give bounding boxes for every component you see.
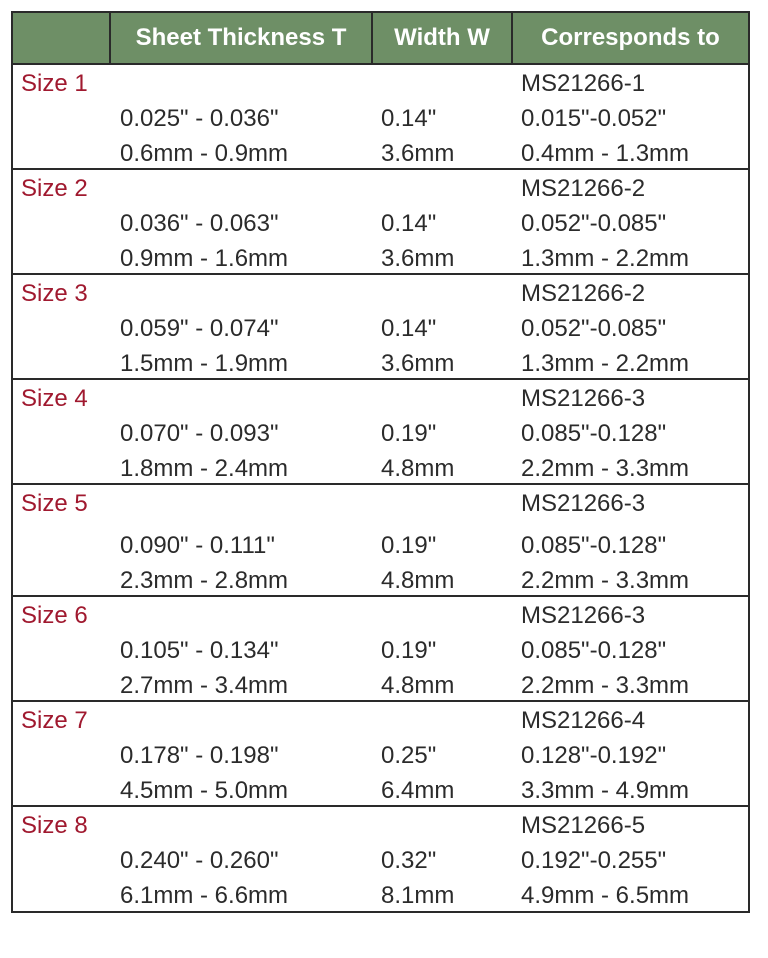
header-size xyxy=(13,13,111,63)
size-row-group xyxy=(13,380,748,485)
corresponds-mm: 3.3mm - 4.9mm xyxy=(521,777,690,804)
thickness-inches: 0.036" - 0.063" xyxy=(120,210,279,237)
thickness-mm: 1.5mm - 1.9mm xyxy=(120,350,289,377)
ms-part-number: MS21266-3 xyxy=(521,385,646,412)
ms-part-number: MS21266-2 xyxy=(521,175,646,202)
ms-part-number: MS21266-1 xyxy=(521,70,646,97)
thickness-inches: 0.025" - 0.036" xyxy=(120,105,279,132)
corresponds-inches: 0.085"-0.128" xyxy=(521,420,667,447)
size-row-group xyxy=(13,485,748,597)
corresponds-mm: 4.9mm - 6.5mm xyxy=(521,882,690,909)
width-mm: 4.8mm xyxy=(381,567,455,594)
corresponds-inches: 0.085"-0.128" xyxy=(521,532,667,559)
ms-part-number: MS21266-2 xyxy=(521,280,646,307)
header-width: Width W xyxy=(373,13,513,63)
size-label: Size 5 xyxy=(21,490,88,517)
corresponds-mm: 2.2mm - 3.3mm xyxy=(521,672,690,699)
width-inches: 0.14" xyxy=(381,210,437,237)
corresponds-inches: 0.052"-0.085" xyxy=(521,210,667,237)
size-label: Size 1 xyxy=(21,70,88,97)
thickness-mm: 2.3mm - 2.8mm xyxy=(120,567,289,594)
width-mm: 3.6mm xyxy=(381,245,455,272)
size-row-group xyxy=(13,807,748,911)
size-label: Size 3 xyxy=(21,280,88,307)
header-corresponds-to: Corresponds to xyxy=(541,24,720,51)
corresponds-mm: 0.4mm - 1.3mm xyxy=(521,140,690,167)
size-label: Size 7 xyxy=(21,707,88,734)
thickness-inches: 0.178" - 0.198" xyxy=(120,742,279,769)
thickness-mm: 0.6mm - 0.9mm xyxy=(120,140,289,167)
thickness-inches: 0.105" - 0.134" xyxy=(120,637,279,664)
width-mm: 8.1mm xyxy=(381,882,455,909)
size-row-group xyxy=(13,65,748,170)
corresponds-inches: 0.128"-0.192" xyxy=(521,742,667,769)
thickness-mm: 1.8mm - 2.4mm xyxy=(120,455,289,482)
width-inches: 0.19" xyxy=(381,637,437,664)
width-mm: 4.8mm xyxy=(381,672,455,699)
corresponds-inches: 0.052"-0.085" xyxy=(521,315,667,342)
thickness-mm: 0.9mm - 1.6mm xyxy=(120,245,289,272)
thickness-inches: 0.059" - 0.074" xyxy=(120,315,279,342)
thickness-mm: 4.5mm - 5.0mm xyxy=(120,777,289,804)
ms-part-number: MS21266-3 xyxy=(521,602,646,629)
thickness-mm: 2.7mm - 3.4mm xyxy=(120,672,289,699)
ms-part-number: MS21266-3 xyxy=(521,490,646,517)
size-label: Size 2 xyxy=(21,175,88,202)
width-mm: 6.4mm xyxy=(381,777,455,804)
size-row-group xyxy=(13,702,748,807)
width-inches: 0.32" xyxy=(381,847,437,874)
thickness-inches: 0.070" - 0.093" xyxy=(120,420,279,447)
header-sheet-thickness: Sheet Thickness T xyxy=(111,13,373,63)
ms-part-number: MS21266-4 xyxy=(521,707,646,734)
corresponds-mm: 2.2mm - 3.3mm xyxy=(521,567,690,594)
corresponds-inches: 0.192"-0.255" xyxy=(521,847,667,874)
thickness-inches: 0.240" - 0.260" xyxy=(120,847,279,874)
corresponds-mm: 1.3mm - 2.2mm xyxy=(521,350,690,377)
thickness-mm: 6.1mm - 6.6mm xyxy=(120,882,289,909)
size-label: Size 6 xyxy=(21,602,88,629)
width-inches: 0.19" xyxy=(381,420,437,447)
width-inches: 0.14" xyxy=(381,315,437,342)
size-row-group xyxy=(13,597,748,702)
size-row-group xyxy=(13,170,748,275)
size-row-group xyxy=(13,275,748,380)
ms-part-number: MS21266-5 xyxy=(521,812,646,839)
corresponds-mm: 1.3mm - 2.2mm xyxy=(521,245,690,272)
corresponds-inches: 0.085"-0.128" xyxy=(521,637,667,664)
width-inches: 0.19" xyxy=(381,532,437,559)
width-inches: 0.14" xyxy=(381,105,437,132)
size-label: Size 4 xyxy=(21,385,88,412)
table-header xyxy=(13,13,748,65)
corresponds-inches: 0.015"-0.052" xyxy=(521,105,667,132)
corresponds-mm: 2.2mm - 3.3mm xyxy=(521,455,690,482)
width-mm: 3.6mm xyxy=(381,350,455,377)
size-label: Size 8 xyxy=(21,812,88,839)
size-table xyxy=(11,11,750,913)
thickness-inches: 0.090" - 0.111" xyxy=(120,532,275,559)
width-inches: 0.25" xyxy=(381,742,437,769)
width-mm: 4.8mm xyxy=(381,455,455,482)
width-mm: 3.6mm xyxy=(381,140,455,167)
